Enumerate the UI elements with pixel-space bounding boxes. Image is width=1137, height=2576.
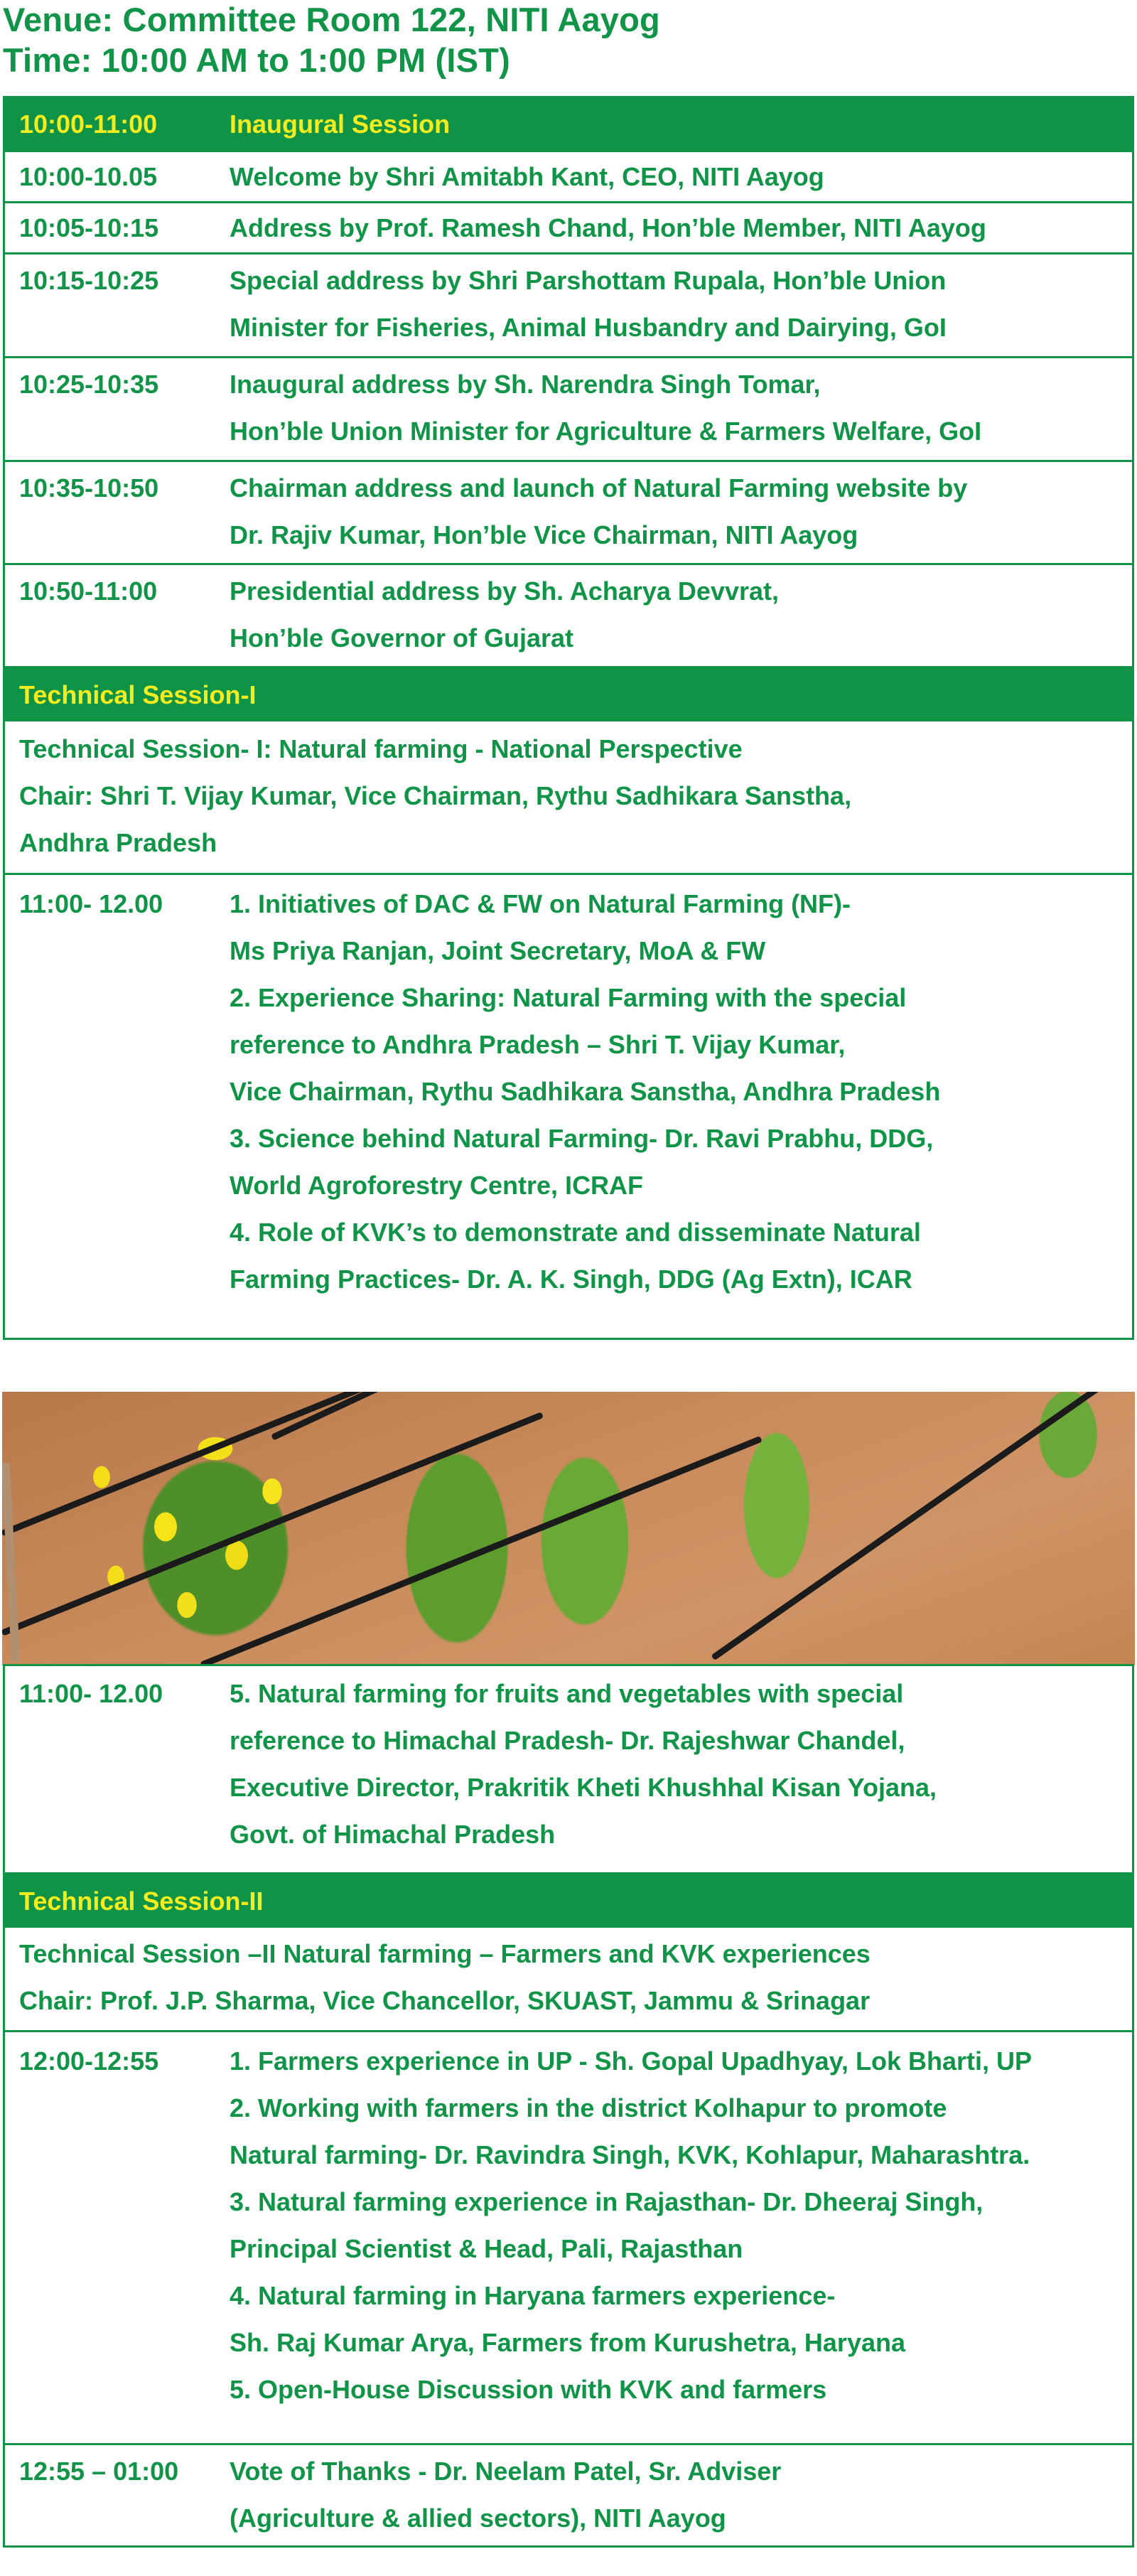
time-heading: Time: 10:00 AM to 1:00 PM (IST) [3, 41, 510, 79]
talk-line: Principal Scientist & Head, Pali, Rajasthan [230, 2234, 743, 2263]
talk-line: 3. Science behind Natural Farming- Dr. Ravi Prabhu, DDG, [230, 1124, 934, 1153]
technical-session-2-bar-title: Technical Session-II [19, 1887, 264, 1916]
talk-line: World Agroforestry Centre, ICRAF [230, 1171, 644, 1200]
drip-pipe [2, 1392, 412, 1537]
row-time: 10:05-10:15 [19, 213, 159, 242]
row-time: 10:25-10:35 [19, 370, 159, 399]
description-line: Welcome by Shri Amitabh Kant, CEO, NITI Aayog [230, 162, 824, 191]
technical-session-1-title-block [5, 719, 1132, 873]
technical-session-1-talks [5, 873, 1132, 1335]
session-title [19, 1931, 871, 2024]
talk-list [230, 2038, 1032, 2413]
row-description [230, 257, 947, 351]
description-line: Presidential address by Sh. Acharya Devvrat, [230, 576, 780, 606]
talk-line: Natural farming- Dr. Ravindra Singh, KVK, Kohlapur, Maharashtra. [230, 2140, 1030, 2169]
description-line: Inaugural address by Sh. Narendra Singh Tomar, [230, 370, 821, 399]
session-chair-line: Andhra Pradesh [19, 828, 217, 857]
session-chair-line: Chair: Prof. J.P. Sharma, Vice Chancellor, SKUAST, Jammu & Srinagar [19, 1986, 871, 2015]
description-line: Dr. Rajiv Kumar, Hon’ble Vice Chairman, NITI Aayog [230, 520, 858, 549]
inaugural-session-title: Inaugural Session [230, 109, 451, 139]
drip-pipe [2, 1412, 544, 1636]
session-title [19, 726, 851, 866]
technical-session-1-talks-continued [5, 1666, 1132, 1872]
agenda-row [5, 563, 1132, 666]
row-time: 12:00-12:55 [19, 2046, 159, 2076]
row-time: 10:15-10:25 [19, 266, 159, 295]
row-description [230, 152, 824, 199]
description-line: Minister for Fisheries, Animal Husbandry and Dairying, GoI [230, 313, 947, 342]
talk-line: 5. Natural farming for fruits and vegetables with special [230, 1679, 904, 1708]
talk-line: 2. Working with farmers in the district Kolhapur to promote [230, 2093, 947, 2122]
session-title-line: Technical Session- I: Natural farming - National Perspective [19, 734, 743, 763]
technical-session-2-talks [5, 2030, 1132, 2443]
talk-line: 1. Farmers experience in UP - Sh. Gopal Upadhyay, Lok Bharti, UP [230, 2046, 1033, 2076]
talk-line: 4. Role of KVK’s to demonstrate and disseminate Natural [230, 1218, 921, 1247]
talk-line: 1. Initiatives of DAC & FW on Natural Farming (NF)- [230, 889, 851, 918]
talk-line: 2. Experience Sharing: Natural Farming with the special [230, 983, 907, 1012]
talk-line: Sh. Raj Kumar Arya, Farmers from Kurushetra, Haryana [230, 2328, 905, 2357]
row-time: 11:00- 12.00 [19, 889, 163, 918]
agenda-row [5, 460, 1132, 563]
field-photo [2, 1392, 1135, 1665]
row-time: 11:00- 12.00 [19, 1679, 163, 1708]
row-description [230, 203, 986, 250]
talk-line: Farming Practices- Dr. A. K. Singh, DDG (Ag Extn), ICAR [230, 1265, 912, 1294]
technical-session-2-title-block [5, 1926, 1132, 2030]
row-description [230, 2448, 781, 2542]
talk-line: 3. Natural farming experience in Rajasthan- Dr. Dheeraj Singh, [230, 2187, 984, 2216]
talk-line: 4. Natural farming in Haryana farmers experience- [230, 2281, 836, 2310]
row-time: 10:50-11:00 [19, 576, 158, 606]
inaugural-session-header [5, 98, 1132, 150]
row-description [230, 465, 967, 559]
inaugural-session-time: 10:00-11:00 [19, 109, 158, 139]
talk-line: reference to Himachal Pradesh- Dr. Rajeshwar Chandel, [230, 1726, 905, 1755]
row-description [230, 568, 779, 662]
talk-line: Govt. of Himachal Pradesh [230, 1820, 556, 1849]
row-time: 12:55 – 01:00 [19, 2457, 179, 2486]
row-time: 10:35-10:50 [19, 473, 159, 503]
session-title-line: Technical Session –II Natural farming – Farmers and KVK experiences [19, 1939, 871, 1968]
venue-heading: Venue: Committee Room 122, NITI Aayog [3, 1, 660, 38]
talk-list [230, 881, 940, 1303]
description-line: (Agriculture & allied sectors), NITI Aayog [230, 2503, 726, 2533]
talk-line: Executive Director, Prakritik Kheti Khushhal Kisan Yojana, [230, 1773, 937, 1802]
agenda-table-part-2 [3, 1664, 1134, 2548]
description-line: Chairman address and launch of Natural Farming website by [230, 473, 968, 503]
talk-line: Vice Chairman, Rythu Sadhikara Sanstha, Andhra Pradesh [230, 1077, 941, 1106]
description-line: Hon’ble Union Minister for Agriculture & Farmers Welfare, GoI [230, 417, 982, 446]
description-line: Vote of Thanks - Dr. Neelam Patel, Sr. Adviser [230, 2457, 782, 2486]
description-line: Hon’ble Governor of Gujarat [230, 623, 574, 653]
agenda-row [5, 150, 1132, 201]
agenda-row [5, 201, 1132, 252]
agenda-table-part-1 [3, 96, 1134, 1340]
description-line: Special address by Shri Parshottam Rupala, Hon’ble Union [230, 266, 947, 295]
talk-line: reference to Andhra Pradesh – Shri T. Vijay Kumar, [230, 1030, 846, 1059]
technical-session-2-header [5, 1872, 1132, 1926]
talk-list [230, 1670, 937, 1858]
agenda-row [5, 356, 1132, 460]
session-chair-line: Chair: Shri T. Vijay Kumar, Vice Chairman, Rythu Sadhikara Sanstha, [19, 781, 852, 810]
description-line: Address by Prof. Ramesh Chand, Hon’ble Member, NITI Aayog [230, 213, 986, 242]
vote-of-thanks-row [5, 2443, 1132, 2544]
drip-pipe [711, 1392, 1133, 1660]
row-time: 10:00-10.05 [19, 162, 158, 191]
technical-session-1-header [5, 666, 1132, 719]
talk-line: 5. Open-House Discussion with KVK and farmers [230, 2375, 827, 2404]
talk-line: Ms Priya Ranjan, Joint Secretary, MoA & FW [230, 936, 766, 965]
technical-session-1-bar-title: Technical Session-I [19, 680, 257, 709]
agenda-row [5, 252, 1132, 356]
row-description [230, 361, 981, 455]
drip-pipe [200, 1436, 762, 1665]
